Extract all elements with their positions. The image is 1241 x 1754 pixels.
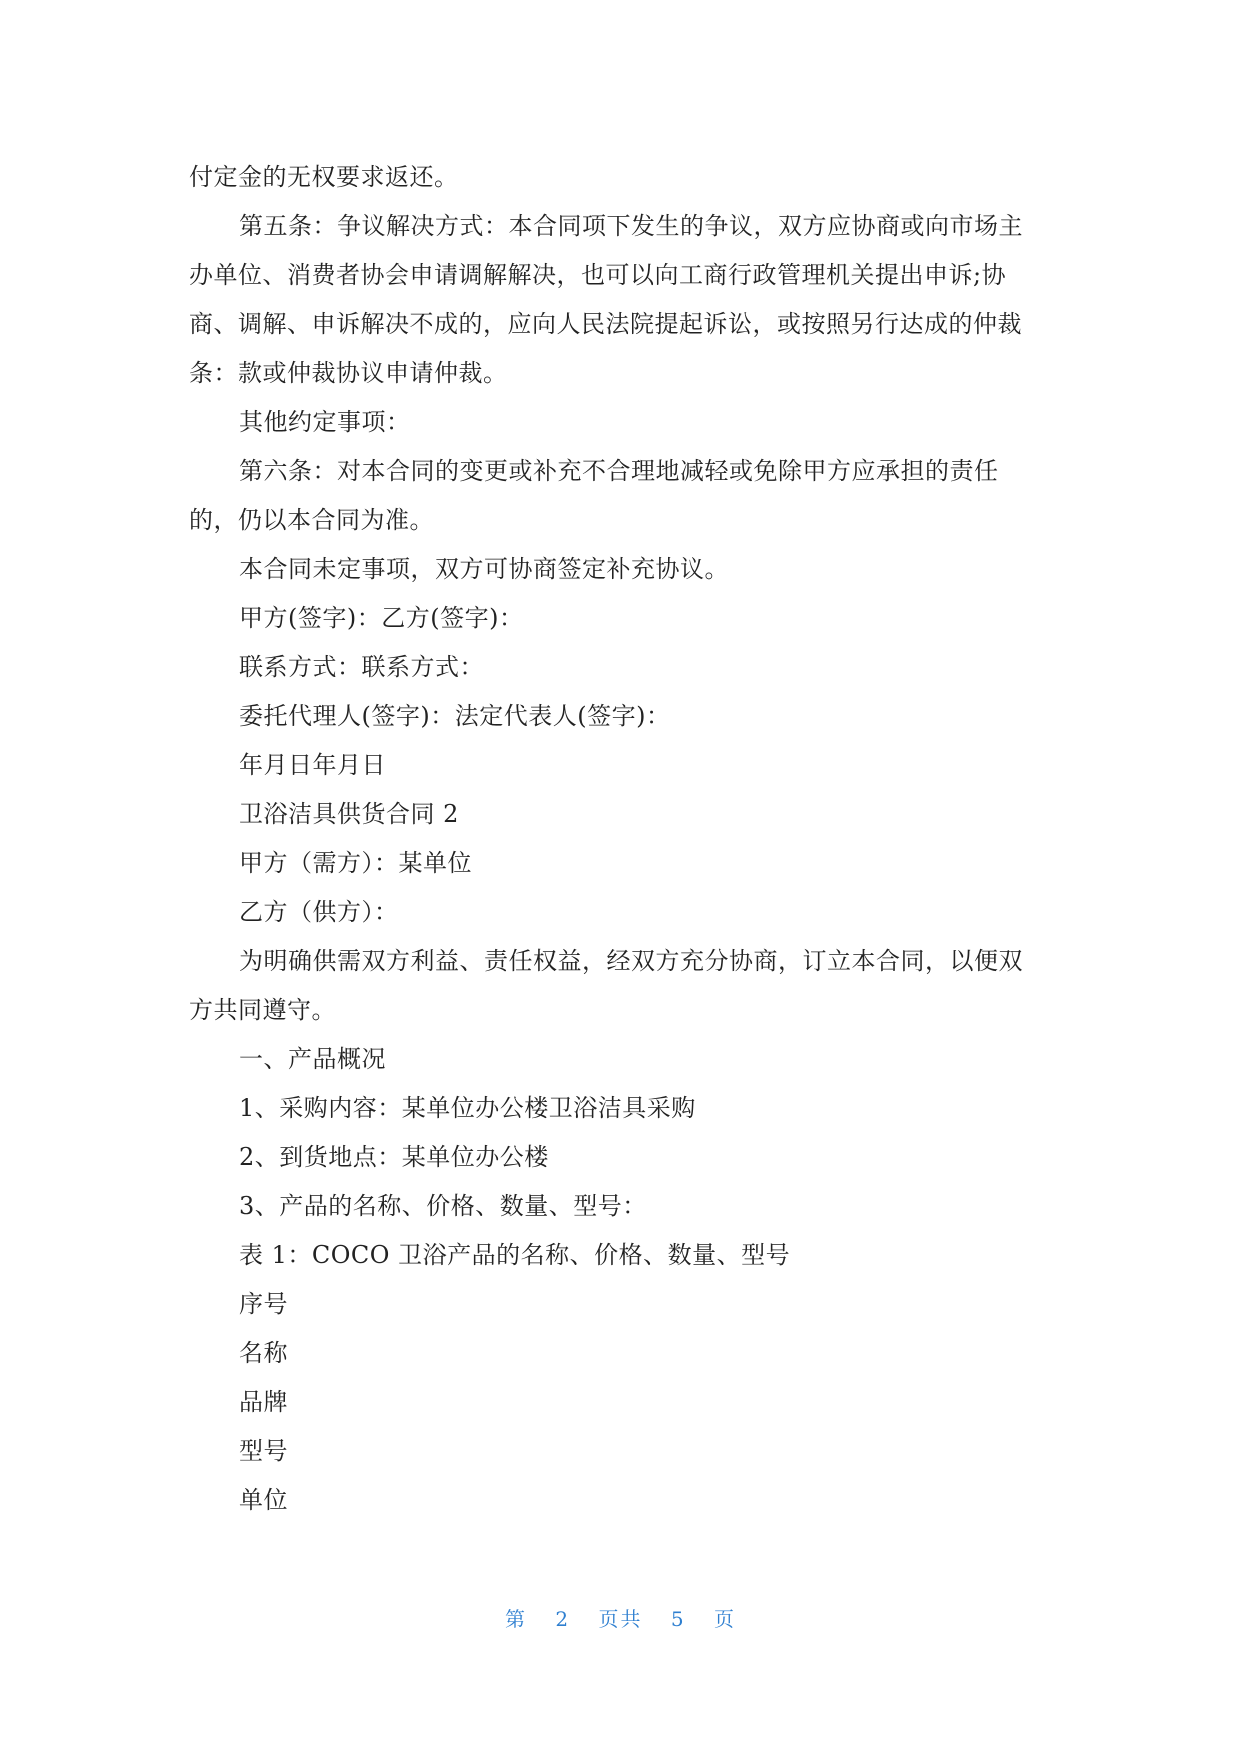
- text-line: 名称: [239, 1339, 288, 1367]
- footer-prefix: 第: [505, 1607, 528, 1631]
- text-line: 方共同遵守。: [189, 996, 336, 1024]
- text-line: 表 1：COCO 卫浴产品的名称、价格、数量、型号: [239, 1241, 791, 1269]
- text-line: 乙方（供方）：: [239, 898, 399, 926]
- text-line: 其他约定事项：: [239, 408, 411, 436]
- text-line: 单位: [239, 1486, 288, 1514]
- document-body: [189, 153, 1051, 1525]
- text-line: 办单位、消费者协会申请调解解决，也可以向工商行政管理机关提出申诉;协: [189, 261, 1007, 289]
- text-line: 第五条：争议解决方式：本合同项下发生的争议，双方应协商或向市场主: [239, 212, 1023, 240]
- text-line: 甲方（需方）：某单位: [239, 849, 472, 877]
- text-line: 年月日年月日: [239, 751, 386, 779]
- text-line: 2、到货地点：某单位办公楼: [239, 1143, 549, 1171]
- footer-total-pages: 5: [670, 1607, 686, 1631]
- text-line: 序号: [239, 1290, 288, 1318]
- footer-current-page: 2: [555, 1607, 571, 1631]
- text-line: 型号: [239, 1437, 288, 1465]
- text-line: 卫浴洁具供货合同 2: [239, 800, 459, 828]
- text-line: 第六条：对本合同的变更或补充不合理地减轻或免除甲方应承担的责任: [239, 457, 999, 485]
- text-line: 为明确供需双方利益、责任权益，经双方充分协商，订立本合同，以便双: [239, 947, 1023, 975]
- text-line: 本合同未定事项，双方可协商签定补充协议。: [239, 555, 729, 583]
- text-line: 联系方式：联系方式：: [239, 653, 484, 681]
- text-line: 品牌: [239, 1388, 288, 1416]
- footer-suffix: 页: [713, 1607, 736, 1631]
- footer-middle: 页共: [598, 1607, 643, 1631]
- text-line: 条：款或仲裁协议申请仲裁。: [189, 359, 508, 387]
- text-line: 付定金的无权要求返还。: [189, 163, 459, 191]
- page-footer: [0, 1603, 1241, 1632]
- text-line: 1、采购内容：某单位办公楼卫浴洁具采购: [239, 1094, 696, 1122]
- text-line: 甲方(签字)：乙方(签字)：: [239, 604, 524, 632]
- text-line: 一、产品概况: [239, 1045, 386, 1073]
- text-line: 委托代理人(签字)：法定代表人(签字)：: [239, 702, 671, 730]
- text-line: 的，仍以本合同为准。: [189, 506, 434, 534]
- text-line: 商、调解、申诉解决不成的，应向人民法院提起诉讼，或按照另行达成的仲裁: [189, 310, 1022, 338]
- text-line: 3、产品的名称、价格、数量、型号：: [239, 1192, 647, 1220]
